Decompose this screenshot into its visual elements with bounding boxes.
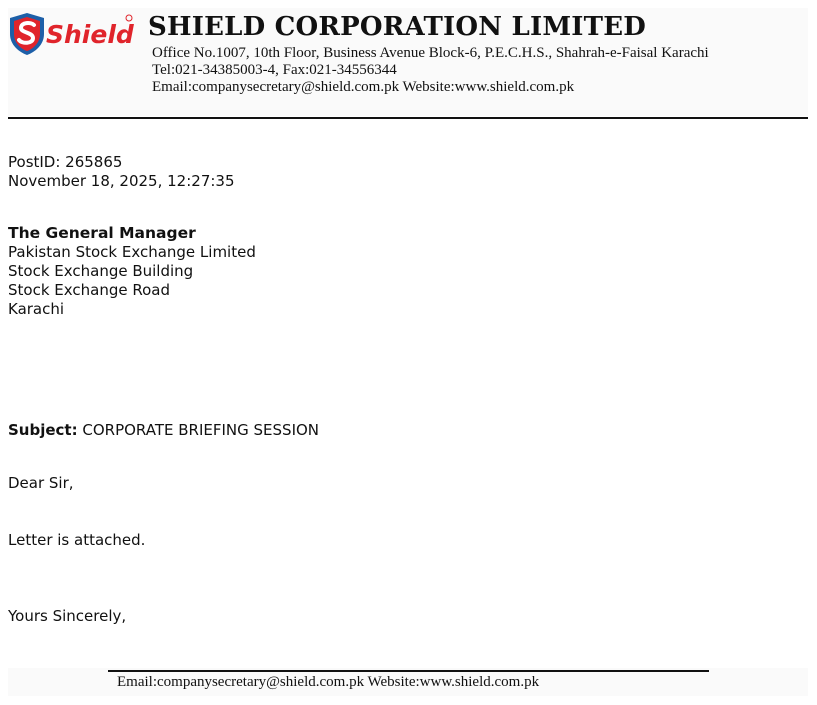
recipient-building: Stock Exchange Building: [8, 262, 194, 280]
shield-logo-icon: [8, 12, 134, 56]
footer-email-website: Email:companysecretary@shield.com.pk Website:www.shield.com.pk: [117, 674, 540, 690]
company-email-website: Email:companysecretary@shield.com.pk Website:www.shield.com.pk: [152, 79, 575, 95]
post-id: PostID: 265865: [8, 153, 123, 171]
subject-label: Subject:: [8, 421, 78, 439]
footer-divider: [108, 670, 709, 672]
closing: Yours Sincerely,: [8, 607, 127, 625]
recipient-title: The General Manager: [8, 224, 196, 242]
subject-line: [8, 421, 319, 439]
recipient-city: Karachi: [8, 300, 65, 318]
company-address: Office No.1007, 10th Floor, Business Avenue Block-6, P.E.C.H.S., Shahrah-e-Faisal Karachi: [152, 45, 709, 61]
letter-message: Letter is attached.: [8, 531, 146, 549]
shield-logo: [8, 12, 134, 56]
timestamp: November 18, 2025, 12:27:35: [8, 172, 235, 190]
subject-text: CORPORATE BRIEFING SESSION: [77, 421, 320, 439]
salutation: Dear Sir,: [8, 474, 74, 492]
header-divider: [8, 117, 808, 119]
company-name: SHIELD CORPORATION LIMITED: [148, 12, 646, 42]
recipient-road: Stock Exchange Road: [8, 281, 170, 299]
letterhead: [8, 8, 808, 116]
recipient-organization: Pakistan Stock Exchange Limited: [8, 243, 256, 261]
svg-text:Shield: Shield: [46, 20, 134, 49]
company-phone-fax: Tel:021-34385003-4, Fax:021-34556344: [152, 62, 397, 78]
